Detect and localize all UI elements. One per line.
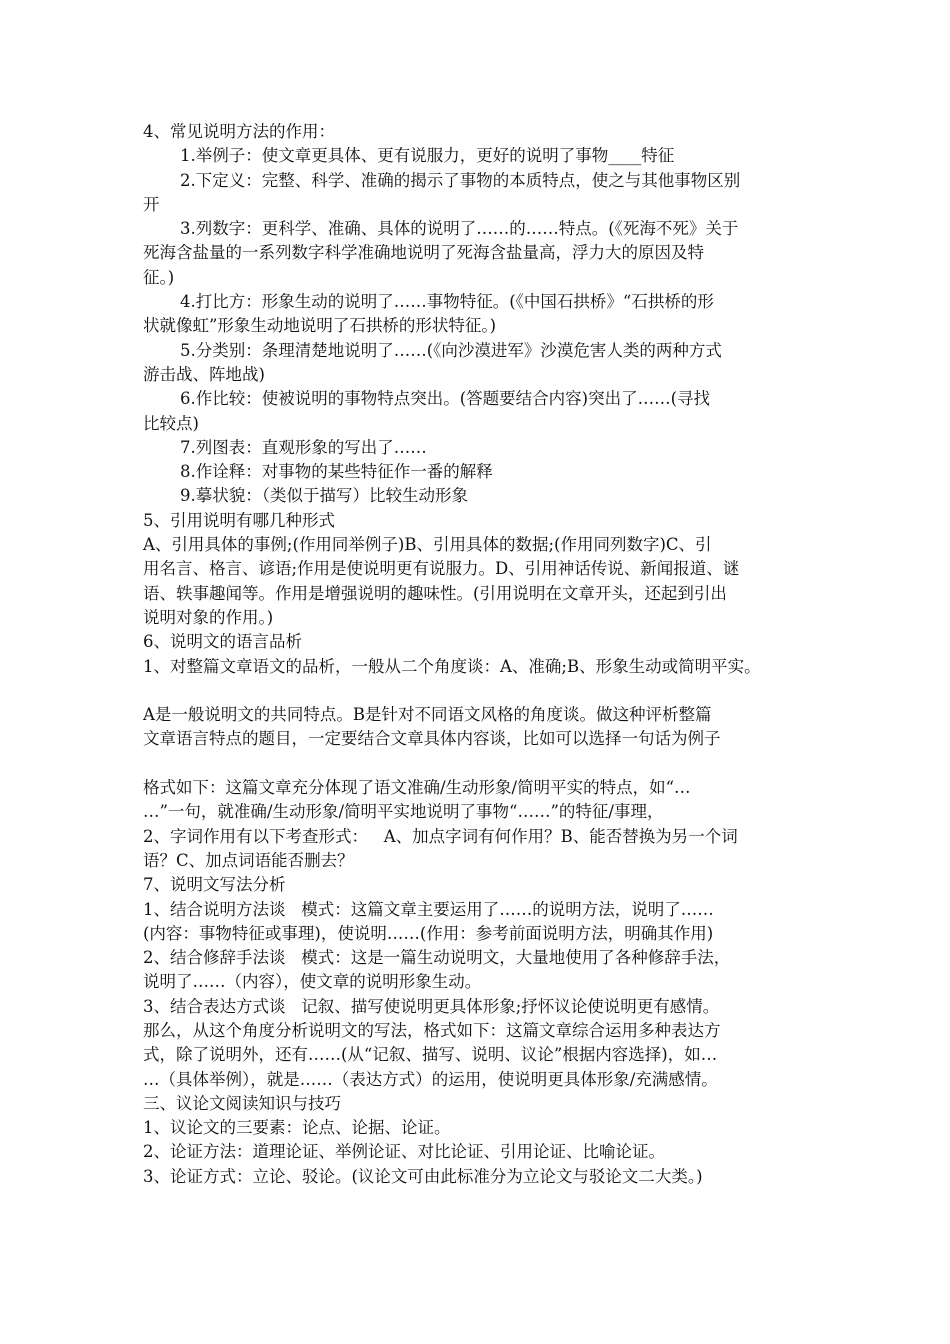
text-line: 1、议论文的三要素：论点、论据、论证。 bbox=[143, 1118, 451, 1138]
text-line: 格式如下：这篇文章充分体现了语文准确/生动形象/简明平实的特点，如“… bbox=[143, 778, 691, 798]
text-line: 1、对整篇文章语文的品析，一般从二个角度谈：A、准确;B、形象生动或简明平实。 bbox=[143, 656, 761, 676]
text-line: A、引用具体的事例;(作用同举例子)B、引用具体的数据;(作用同列数字)C、引 bbox=[143, 535, 712, 555]
document-body bbox=[143, 120, 823, 1189]
text-line: 2、字词作用有以下考查形式： A、加点字词有何作用？B、能否替换为另一个词 bbox=[143, 826, 738, 846]
text-line: (内容：事物特征或事理)，使说明……(作用：参考前面说明方法，明确其作用) bbox=[143, 923, 714, 943]
text-line: 三、议论文阅读知识与技巧 bbox=[143, 1093, 341, 1113]
text-line: 4、常见说明方法的作用： bbox=[143, 122, 335, 141]
text-line: 6.作比较：使被说明的事物特点突出。(答题要结合内容)突出了……(寻找 bbox=[180, 389, 711, 409]
text-line: 6、说明文的语言品析 bbox=[143, 632, 302, 652]
text-line: 用名言、格言、谚语;作用是使说明更有说服力。D、引用神话传说、新闻报道、谜 bbox=[143, 559, 740, 579]
text-line: 那么，从这个角度分析说明文的写法，格式如下：这篇文章综合运用多种表达方 bbox=[143, 1020, 721, 1040]
text-line: 说明对象的作用。) bbox=[143, 607, 274, 627]
text-line: 语？C、加点词语能否删去？ bbox=[143, 850, 354, 870]
text-line: 游击战、阵地战) bbox=[143, 364, 265, 384]
text-line: 征。) bbox=[143, 267, 175, 287]
text-line: 5.分类别：条理清楚地说明了……(《向沙漠进军》沙漠危害人类的两种方式 bbox=[180, 340, 722, 360]
text-line: …”一句，就准确/生动形象/简明平实地说明了事物“……”的特征/事理， bbox=[143, 802, 664, 822]
text-line: 比较点) bbox=[143, 413, 199, 433]
text-line: 文章语言特点的题目，一定要结合文章具体内容谈，比如可以选择一句话为例子 bbox=[143, 729, 721, 749]
blank-line bbox=[143, 679, 823, 703]
text-line: 9.摹状貌：（类似于描写）比较生动形象 bbox=[180, 486, 468, 506]
text-line: 开 bbox=[143, 194, 160, 214]
text-line: 1.举例子：使文章更具体、更有说服力，更好的说明了事物____特征 bbox=[180, 146, 675, 166]
text-line: 说明了……（内容），使文章的说明形象生动。 bbox=[143, 972, 482, 992]
text-line: 式，除了说明外，还有……(从“记叙、描写、说明、议论”根据内容选择)，如… bbox=[143, 1045, 718, 1065]
text-line: A是一般说明文的共同特点。B是针对不同语文风格的角度谈。做这种评析整篇 bbox=[143, 705, 712, 725]
text-line: 5、引用说明有哪几种形式 bbox=[143, 510, 335, 530]
text-line: 4.打比方：形象生动的说明了……事物特征。(《中国石拱桥》“石拱桥的形 bbox=[180, 292, 714, 312]
text-line: 7.列图表：直观形象的写出了…… bbox=[180, 437, 427, 457]
text-line: 2、结合修辞手法谈 模式：这是一篇生动说明文，大量地使用了各种修辞手法， bbox=[143, 948, 731, 968]
text-line: …（具体举例），就是……（表达方式）的运用，使说明更具体形象/充满感情。 bbox=[143, 1069, 718, 1089]
text-line: 3、论证方式：立论、驳论。(议论文可由此标准分为立论文与驳论文二大类。) bbox=[143, 1166, 703, 1186]
text-line: 语、轶事趣闻等。作用是增强说明的趣味性。(引用说明在文章开头，还起到引出 bbox=[143, 583, 727, 603]
text-line: 状就像虹”形象生动地说明了石拱桥的形状特征。) bbox=[143, 316, 497, 336]
text-line: 3.列数字：更科学、准确、具体的说明了……的……特点。(《死海不死》关于 bbox=[180, 219, 739, 239]
text-line: 1、结合说明方法谈 模式：这篇文章主要运用了……的说明方法，说明了…… bbox=[143, 899, 714, 919]
blank-line bbox=[143, 752, 823, 776]
text-line: 死海含盐量的一系列数字科学准确地说明了死海含盐量高，浮力大的原因及特 bbox=[143, 243, 704, 263]
text-line: 8.作诠释：对事物的某些特征作一番的解释 bbox=[180, 462, 493, 482]
text-line: 2、论证方法：道理论证、举例论证、对比论证、引用论证、比喻论证。 bbox=[143, 1142, 665, 1162]
text-line: 7、说明文写法分析 bbox=[143, 875, 286, 895]
text-line: 3、结合表达方式谈 记叙、描写使说明更具体形象;抒怀议论使说明更有感情。 bbox=[143, 996, 720, 1016]
text-line: 2.下定义：完整、科学、准确的揭示了事物的本质特点，使之与其他事物区别 bbox=[180, 170, 741, 190]
